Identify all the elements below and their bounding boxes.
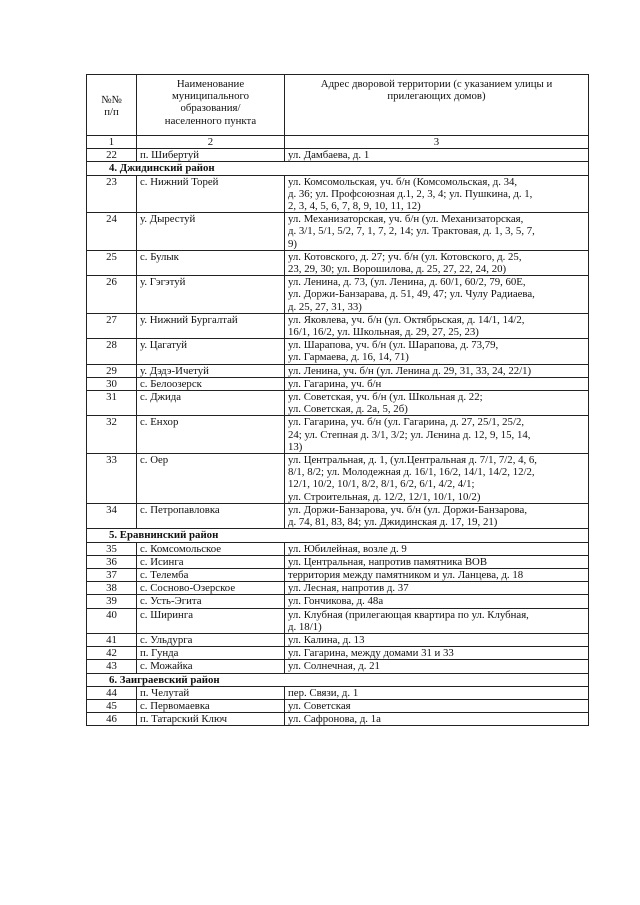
row-address: ул. Котовского, д. 27; уч. б/н (ул. Котовского, д. 25, 23, 29, 30; ул. Ворошилова, д. 25, 27, 22, 24, 20) (285, 250, 589, 275)
row-address: ул. Центральная, напротив памятника ВОВ (285, 555, 589, 568)
row-place: с. Оер (137, 454, 285, 504)
row-address: ул. Советская, уч. б/н (ул. Школьная д. 22; ул. Советская, д. 2а, 5, 2б) (285, 391, 589, 416)
row-address: ул. Юбилейная, возле д. 9 (285, 542, 589, 555)
table-row (87, 660, 589, 673)
table-row (87, 503, 589, 528)
row-address: территория между памятником и ул. Ланцева, д. 18 (285, 568, 589, 581)
row-address: ул. Центральная, д. 1, (ул.Центральная д. 7/1, 7/2, 4, 6, 8/1, 8/2; ул. Молодежная д. 16/1, 16/2, 14/1, 14/2, 12/2, 12/1, 10/2, 10/1, 8/2, 8/1, 6/2, 6/1, 4/2, 4/1; ул. Строительная, д. 12/2, 12/1, 10/1, 10/2) (285, 454, 589, 504)
row-address: ул. Лесная, напротив д. 37 (285, 582, 589, 595)
row-number: 26 (87, 276, 137, 314)
row-number: 28 (87, 339, 137, 364)
table-row (87, 276, 589, 314)
table-row (87, 175, 589, 213)
row-place: с. Комсомольское (137, 542, 285, 555)
row-place: с. Исинга (137, 555, 285, 568)
row-place: с. Петропавловка (137, 503, 285, 528)
row-address: ул. Механизаторская, уч. б/н (ул. Механизаторская, д. 3/1, 5/1, 5/2, 7, 1, 7, 2, 14; ул. Трактовая, д. 1, 3, 5, 7, 9) (285, 213, 589, 251)
row-address: ул. Комсомольская, уч. б/н (Комсомольская, д. 34, д. 36; ул. Профсоюзная д.1, 2, 3, 4; ул. Пушкина, д. 1, 2, 3, 4, 5, 6, 7, 8, 9, 10, 11, 12) (285, 175, 589, 213)
row-place: п. Татарский Ключ (137, 713, 285, 726)
index-cell: 2 (137, 136, 285, 149)
row-place: у. Гэгэтуй (137, 276, 285, 314)
row-number: 39 (87, 595, 137, 608)
table-row (87, 250, 589, 275)
table-row (87, 149, 589, 162)
section-row (87, 162, 589, 175)
row-place: с. Телемба (137, 568, 285, 581)
row-address: ул. Советская (285, 699, 589, 712)
row-number: 38 (87, 582, 137, 595)
row-number: 36 (87, 555, 137, 568)
row-address: ул. Ленина, д. 73, (ул. Ленина, д. 60/1, 60/2, 79, 60Е, ул. Доржи-Банзарава, д. 51, 49, 47; ул. Чулу Радиаева, д. 25, 27, 31, 33) (285, 276, 589, 314)
table-row (87, 542, 589, 555)
row-number: 24 (87, 213, 137, 251)
row-place: у. Дэдэ-Ичетуй (137, 364, 285, 377)
row-address: ул. Шарапова, уч. б/н (ул. Шарапова, д. 73,79, ул. Гармаева, д. 16, 14, 71) (285, 339, 589, 364)
row-place: с. Енхор (137, 416, 285, 454)
section-row (87, 673, 589, 686)
row-number: 27 (87, 313, 137, 338)
header-name: Наименование муниципального образования/ населенного пункта (137, 75, 285, 136)
row-address: ул. Сафронова, д. 1а (285, 713, 589, 726)
table-row (87, 595, 589, 608)
row-number: 31 (87, 391, 137, 416)
row-number: 35 (87, 542, 137, 555)
row-place: п. Шибертуй (137, 149, 285, 162)
row-number: 25 (87, 250, 137, 275)
row-place: у. Дырестуй (137, 213, 285, 251)
row-number: 41 (87, 633, 137, 646)
table-row (87, 213, 589, 251)
row-number: 30 (87, 377, 137, 390)
index-cell: 1 (87, 136, 137, 149)
row-place: с. Нижний Торей (137, 175, 285, 213)
row-place: с. Ульдурга (137, 633, 285, 646)
row-address: ул. Дамбаева, д. 1 (285, 149, 589, 162)
row-address: ул. Доржи-Банзарова, уч. б/н (ул. Доржи-Банзарова, д. 74, 81, 83, 84; ул. Джидинская д. 17, 19, 21) (285, 503, 589, 528)
row-address: ул. Ленина, уч. б/н (ул. Ленина д. 29, 31, 33, 24, 22/1) (285, 364, 589, 377)
table-row (87, 699, 589, 712)
row-address: ул. Гагарина, между домами 31 и 33 (285, 647, 589, 660)
row-place: с. Сосново-Озерское (137, 582, 285, 595)
section-row (87, 529, 589, 542)
row-number: 22 (87, 149, 137, 162)
table-row (87, 377, 589, 390)
row-number: 46 (87, 713, 137, 726)
table-row (87, 568, 589, 581)
row-place: с. Белоозерск (137, 377, 285, 390)
section-title: 6. Заиграевский район (87, 673, 589, 686)
row-number: 44 (87, 686, 137, 699)
table-row (87, 608, 589, 633)
row-address: ул. Гагарина, уч. б/н (ул. Гагарина, д. 27, 25/1, 25/2, 24; ул. Степная д. 3/1, 3/2; ул. Лєнина д. 12, 9, 15, 14, 13) (285, 416, 589, 454)
document-page (86, 74, 588, 726)
address-table (86, 74, 589, 726)
section-title: 5. Еравнинский район (87, 529, 589, 542)
row-place: с. Можайка (137, 660, 285, 673)
row-number: 45 (87, 699, 137, 712)
header-num: №№ п/п (87, 75, 137, 136)
row-place: с. Булык (137, 250, 285, 275)
row-number: 40 (87, 608, 137, 633)
table-header (87, 75, 589, 136)
section-title: 4. Джидинский район (87, 162, 589, 175)
table-row (87, 313, 589, 338)
row-place: п. Челутай (137, 686, 285, 699)
row-address: ул. Солнечная, д. 21 (285, 660, 589, 673)
table-body (87, 136, 589, 726)
row-number: 29 (87, 364, 137, 377)
row-number: 23 (87, 175, 137, 213)
table-row (87, 686, 589, 699)
row-place: с. Усть-Эгита (137, 595, 285, 608)
table-row (87, 633, 589, 646)
row-place: с. Джида (137, 391, 285, 416)
row-number: 33 (87, 454, 137, 504)
row-number: 43 (87, 660, 137, 673)
row-address: ул. Гончикова, д. 48а (285, 595, 589, 608)
row-place: п. Гунда (137, 647, 285, 660)
table-row (87, 713, 589, 726)
row-address: ул. Гагарина, уч. б/н (285, 377, 589, 390)
table-row (87, 582, 589, 595)
row-number: 32 (87, 416, 137, 454)
row-address: ул. Калина, д. 13 (285, 633, 589, 646)
table-row (87, 647, 589, 660)
row-place: с. Первомаевка (137, 699, 285, 712)
table-row (87, 454, 589, 504)
table-row (87, 339, 589, 364)
row-number: 42 (87, 647, 137, 660)
table-row (87, 555, 589, 568)
row-address: ул. Клубная (прилегающая квартира по ул. Клубная, д. 18/1) (285, 608, 589, 633)
row-place: с. Ширинга (137, 608, 285, 633)
table-row (87, 391, 589, 416)
row-address: пер. Связи, д. 1 (285, 686, 589, 699)
header-address: Адрес дворовой территории (с указанием улицы и прилегающих домов) (285, 75, 589, 136)
column-index-row (87, 136, 589, 149)
row-number: 37 (87, 568, 137, 581)
row-address: ул. Яковлева, уч. б/н (ул. Октябрьская, д. 14/1, 14/2, 16/1, 16/2, ул. Школьная, д. 29, 27, 25, 23) (285, 313, 589, 338)
row-place: у. Цагатуй (137, 339, 285, 364)
table-row (87, 416, 589, 454)
row-place: у. Нижний Бургалтай (137, 313, 285, 338)
table-row (87, 364, 589, 377)
row-number: 34 (87, 503, 137, 528)
index-cell: 3 (285, 136, 589, 149)
